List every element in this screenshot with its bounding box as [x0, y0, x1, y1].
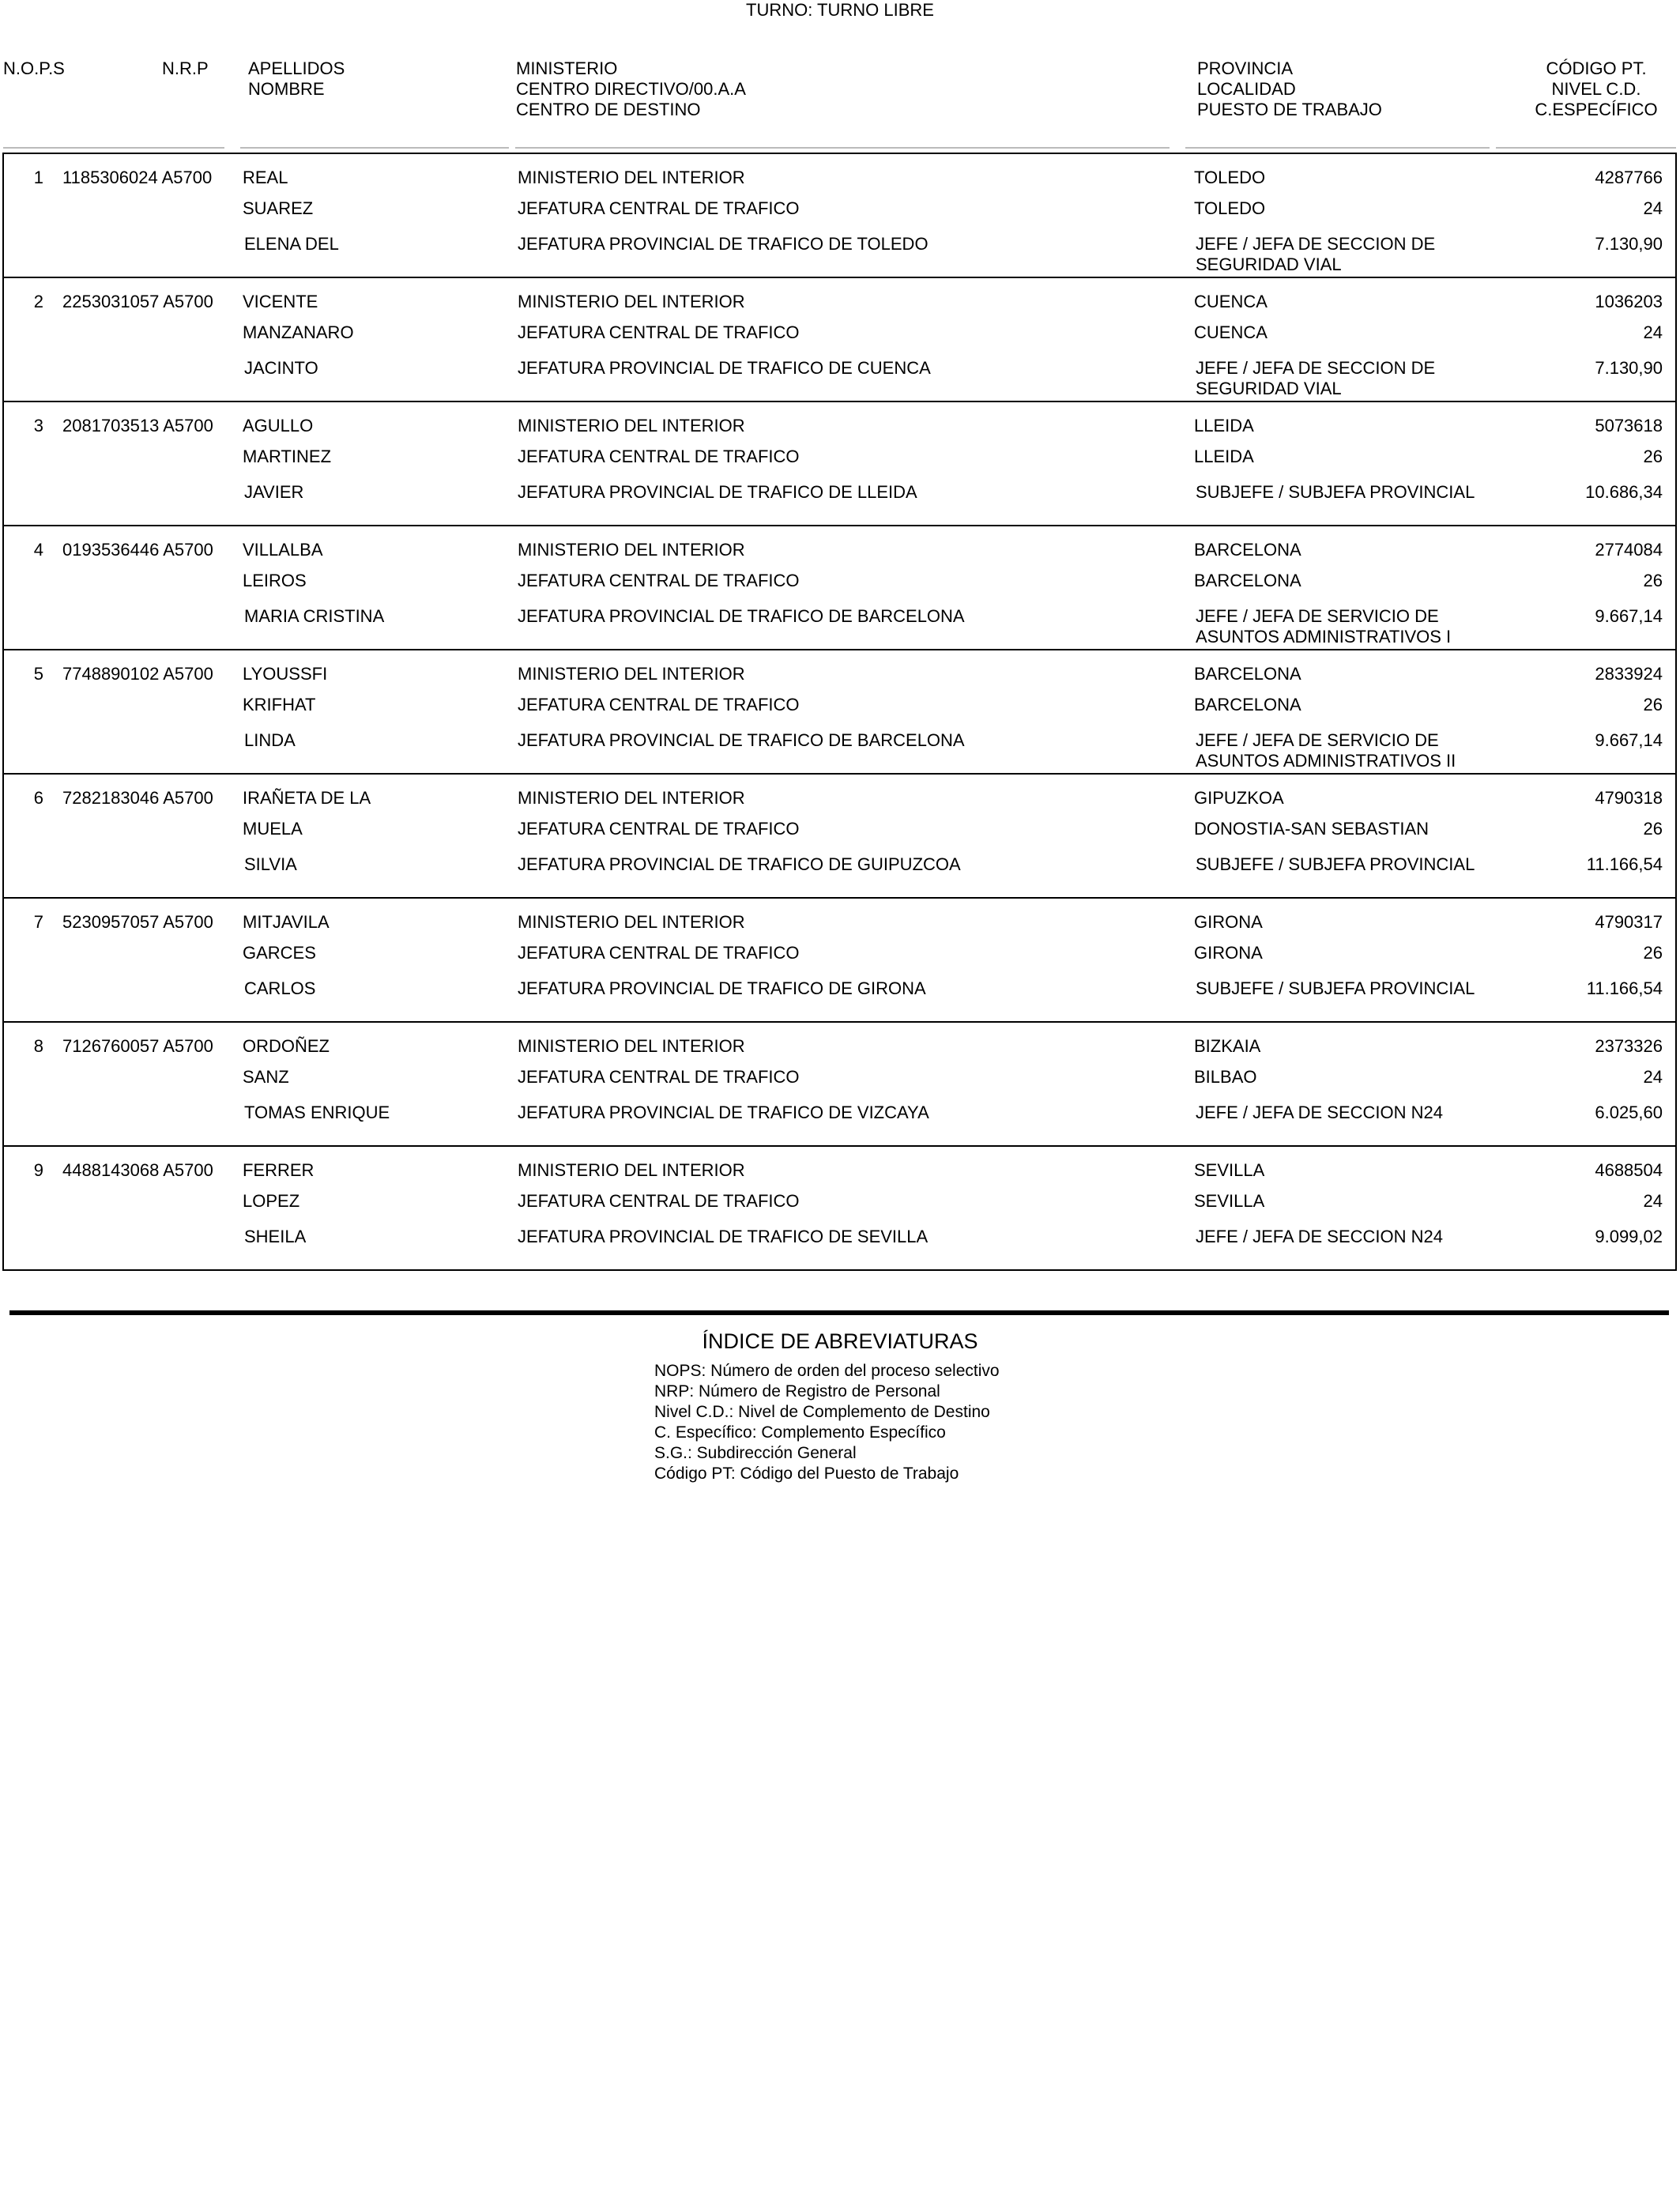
turno-heading: TURNO: TURNO LIBRE: [746, 0, 934, 20]
record-centro-destino: JEFATURA PROVINCIAL DE TRAFICO DE BARCELONA: [518, 730, 965, 750]
record-centro-directivo: JEFATURA CENTRAL DE TRAFICO: [518, 571, 800, 590]
record-nombre: JAVIER: [244, 482, 304, 502]
abbreviations-title: ÍNDICE DE ABREVIATURAS: [702, 1329, 978, 1353]
record-nivel: 24: [1643, 1191, 1663, 1211]
header-nrp: N.R.P: [162, 58, 209, 78]
header-ministerio: MINISTERIO: [516, 58, 618, 78]
record-nops: 6: [33, 788, 43, 808]
record-especifico: 7.130,90: [1595, 234, 1663, 254]
abbreviations-list: [654, 1361, 1000, 1484]
record-codigo: 4688504: [1595, 1160, 1663, 1180]
record-apellido1: LYOUSSFI: [243, 664, 328, 684]
record-nops: 7: [33, 912, 43, 932]
table-row: [2, 649, 1677, 773]
record-provincia: LLEIDA: [1194, 416, 1254, 435]
record-especifico: 11.166,54: [1586, 854, 1663, 874]
record-apellido2: SANZ: [243, 1067, 289, 1087]
record-localidad: BARCELONA: [1194, 571, 1301, 590]
record-codigo: 2833924: [1595, 664, 1663, 684]
record-nombre: SILVIA: [244, 854, 297, 874]
record-centro-directivo: JEFATURA CENTRAL DE TRAFICO: [518, 1191, 800, 1211]
record-nrp: 5230957057 A5700: [62, 912, 213, 932]
record-puesto-line1: JEFE / JEFA DE SECCION DE: [1196, 358, 1436, 378]
record-nrp: 7282183046 A5700: [62, 788, 213, 808]
header-centro-directivo: CENTRO DIRECTIVO/00.A.A: [516, 79, 746, 99]
record-codigo: 4287766: [1595, 168, 1663, 187]
record-especifico: 7.130,90: [1595, 358, 1663, 378]
record-apellido2: MARTINEZ: [243, 447, 332, 466]
table-row: [2, 277, 1677, 401]
record-centro-directivo: JEFATURA CENTRAL DE TRAFICO: [518, 198, 800, 218]
record-codigo: 2774084: [1595, 540, 1663, 560]
section-rule: [9, 1310, 1669, 1315]
record-provincia: CUENCA: [1194, 292, 1268, 311]
record-centro-destino: JEFATURA PROVINCIAL DE TRAFICO DE VIZCAYA: [518, 1103, 929, 1122]
record-apellido2: LEIROS: [243, 571, 307, 590]
record-centro-directivo: JEFATURA CENTRAL DE TRAFICO: [518, 1067, 800, 1087]
table-row: [2, 153, 1677, 277]
record-puesto-line1: SUBJEFE / SUBJEFA PROVINCIAL: [1196, 854, 1475, 874]
table-row: [2, 401, 1677, 525]
record-codigo: 2373326: [1595, 1036, 1663, 1056]
record-centro-directivo: JEFATURA CENTRAL DE TRAFICO: [518, 943, 800, 963]
record-apellido1: FERRER: [243, 1160, 315, 1180]
record-nombre: ELENA DEL: [244, 234, 339, 254]
record-puesto-line2: ASUNTOS ADMINISTRATIVOS I: [1196, 627, 1452, 647]
record-localidad: DONOSTIA-SAN SEBASTIAN: [1194, 819, 1430, 839]
table-row: [2, 525, 1677, 649]
record-apellido1: REAL: [243, 168, 288, 187]
record-apellido2: GARCES: [243, 943, 316, 963]
record-apellido1: VILLALBA: [243, 540, 323, 560]
abbreviation-item: Código PT: Código del Puesto de Trabajo: [654, 1465, 959, 1483]
record-centro-destino: JEFATURA PROVINCIAL DE TRAFICO DE GUIPUZCOA: [518, 854, 961, 874]
header-codigo: CÓDIGO PT.: [1546, 58, 1647, 78]
record-apellido1: MITJAVILA: [243, 912, 330, 932]
records-table: [2, 153, 1677, 1271]
header-divider: [240, 147, 509, 149]
record-apellido1: IRAÑETA DE LA: [243, 788, 371, 808]
header-nombre: NOMBRE: [248, 79, 325, 99]
abbreviation-item: S.G.: Subdirección General: [654, 1444, 857, 1462]
header-divider: [3, 147, 224, 149]
record-nrp: 1185306024 A5700: [62, 168, 213, 187]
record-centro-destino: JEFATURA PROVINCIAL DE TRAFICO DE GIRONA: [518, 978, 926, 998]
record-nops: 8: [33, 1036, 43, 1056]
record-ministerio: MINISTERIO DEL INTERIOR: [518, 1160, 745, 1180]
record-nrp: 2253031057 A5700: [62, 292, 213, 311]
record-especifico: 6.025,60: [1595, 1103, 1663, 1122]
record-nrp: 0193536446 A5700: [62, 540, 213, 560]
record-nops: 4: [33, 540, 43, 560]
header-especifico: C.ESPECÍFICO: [1535, 100, 1658, 119]
record-provincia: SEVILLA: [1194, 1160, 1265, 1180]
header-apellidos: APELLIDOS: [248, 58, 345, 78]
record-nops: 5: [33, 664, 43, 684]
record-ministerio: MINISTERIO DEL INTERIOR: [518, 788, 745, 808]
abbreviation-item: Nivel C.D.: Nivel de Complemento de Destino: [654, 1403, 990, 1421]
header-nivel: NIVEL C.D.: [1551, 79, 1641, 99]
header-divider: [1185, 147, 1490, 149]
record-nivel: 24: [1643, 1067, 1663, 1087]
record-centro-destino: JEFATURA PROVINCIAL DE TRAFICO DE SEVILLA: [518, 1227, 929, 1246]
table-row: [2, 1145, 1677, 1271]
record-especifico: 11.166,54: [1586, 978, 1663, 998]
record-apellido2: MANZANARO: [243, 322, 354, 342]
record-localidad: TOLEDO: [1194, 198, 1266, 218]
record-nivel: 26: [1643, 447, 1663, 466]
record-centro-destino: JEFATURA PROVINCIAL DE TRAFICO DE LLEIDA: [518, 482, 917, 502]
record-codigo: 1036203: [1595, 292, 1663, 311]
record-nivel: 24: [1643, 198, 1663, 218]
record-apellido1: VICENTE: [243, 292, 318, 311]
record-nops: 1: [33, 168, 43, 187]
record-provincia: BARCELONA: [1194, 540, 1301, 560]
record-nivel: 26: [1643, 943, 1663, 963]
record-puesto-line1: SUBJEFE / SUBJEFA PROVINCIAL: [1196, 482, 1475, 502]
record-ministerio: MINISTERIO DEL INTERIOR: [518, 416, 745, 435]
record-centro-directivo: JEFATURA CENTRAL DE TRAFICO: [518, 447, 800, 466]
record-apellido2: LOPEZ: [243, 1191, 300, 1211]
record-centro-destino: JEFATURA PROVINCIAL DE TRAFICO DE BARCELONA: [518, 606, 965, 626]
record-apellido1: ORDOÑEZ: [243, 1036, 330, 1056]
record-centro-directivo: JEFATURA CENTRAL DE TRAFICO: [518, 322, 800, 342]
record-ministerio: MINISTERIO DEL INTERIOR: [518, 664, 745, 684]
record-puesto-line2: SEGURIDAD VIAL: [1196, 379, 1342, 398]
header-localidad: LOCALIDAD: [1197, 79, 1296, 99]
record-puesto-line2: SEGURIDAD VIAL: [1196, 254, 1342, 274]
record-nivel: 24: [1643, 322, 1663, 342]
header-puesto: PUESTO DE TRABAJO: [1197, 100, 1382, 119]
record-nombre: CARLOS: [244, 978, 316, 998]
record-nrp: 7126760057 A5700: [62, 1036, 213, 1056]
abbreviation-item: C. Específico: Complemento Específico: [654, 1423, 946, 1442]
record-localidad: BILBAO: [1194, 1067, 1257, 1087]
record-nrp: 2081703513 A5700: [62, 416, 213, 435]
record-codigo: 4790318: [1595, 788, 1663, 808]
record-centro-directivo: JEFATURA CENTRAL DE TRAFICO: [518, 819, 800, 839]
record-codigo: 4790317: [1595, 912, 1663, 932]
record-puesto-line1: JEFE / JEFA DE SECCION N24: [1196, 1227, 1443, 1246]
record-nombre: JACINTO: [244, 358, 318, 378]
record-localidad: GIRONA: [1194, 943, 1263, 963]
record-especifico: 10.686,34: [1585, 482, 1663, 502]
record-nrp: 7748890102 A5700: [62, 664, 213, 684]
record-codigo: 5073618: [1595, 416, 1663, 435]
header-provincia-puesto: [1197, 58, 1382, 120]
record-centro-directivo: JEFATURA CENTRAL DE TRAFICO: [518, 695, 800, 714]
record-ministerio: MINISTERIO DEL INTERIOR: [518, 168, 745, 187]
record-nombre: MARIA CRISTINA: [244, 606, 385, 626]
record-ministerio: MINISTERIO DEL INTERIOR: [518, 292, 745, 311]
table-row: [2, 1021, 1677, 1145]
record-especifico: 9.667,14: [1595, 730, 1663, 750]
record-puesto-line1: JEFE / JEFA DE SECCION N24: [1196, 1103, 1443, 1122]
record-nivel: 26: [1643, 819, 1663, 839]
header-nops: N.O.P.S: [3, 58, 65, 78]
record-provincia: BARCELONA: [1194, 664, 1301, 684]
header-divider: [1496, 147, 1676, 149]
record-localidad: BARCELONA: [1194, 695, 1301, 714]
header-apellidos-nombre: [248, 58, 345, 100]
record-provincia: GIRONA: [1194, 912, 1263, 932]
record-nombre: LINDA: [244, 730, 296, 750]
record-ministerio: MINISTERIO DEL INTERIOR: [518, 540, 745, 560]
record-puesto-line1: JEFE / JEFA DE SERVICIO DE: [1196, 606, 1439, 626]
header-centro-destino: CENTRO DE DESTINO: [516, 100, 701, 119]
record-puesto-line2: ASUNTOS ADMINISTRATIVOS II: [1196, 751, 1456, 771]
record-localidad: CUENCA: [1194, 322, 1268, 342]
record-especifico: 9.667,14: [1595, 606, 1663, 626]
record-provincia: BIZKAIA: [1194, 1036, 1261, 1056]
table-row: [2, 897, 1677, 1021]
header-divider: [515, 147, 1170, 149]
record-especifico: 9.099,02: [1595, 1227, 1663, 1246]
record-localidad: SEVILLA: [1194, 1191, 1265, 1211]
record-nops: 9: [33, 1160, 43, 1180]
record-nops: 3: [33, 416, 43, 435]
record-localidad: LLEIDA: [1194, 447, 1254, 466]
record-puesto-line1: SUBJEFE / SUBJEFA PROVINCIAL: [1196, 978, 1475, 998]
record-nrp: 4488143068 A5700: [62, 1160, 213, 1180]
record-puesto-line1: JEFE / JEFA DE SECCION DE: [1196, 234, 1436, 254]
record-apellido2: SUAREZ: [243, 198, 314, 218]
abbreviation-item: NOPS: Número de orden del proceso selectivo: [654, 1362, 1000, 1380]
header-provincia: PROVINCIA: [1197, 58, 1294, 78]
record-centro-destino: JEFATURA PROVINCIAL DE TRAFICO DE TOLEDO: [518, 234, 929, 254]
record-puesto-line1: JEFE / JEFA DE SERVICIO DE: [1196, 730, 1439, 750]
record-nombre: TOMAS ENRIQUE: [244, 1103, 390, 1122]
record-centro-destino: JEFATURA PROVINCIAL DE TRAFICO DE CUENCA: [518, 358, 931, 378]
record-apellido2: KRIFHAT: [243, 695, 316, 714]
header-codigo-nivel: [1517, 58, 1675, 120]
record-apellido1: AGULLO: [243, 416, 314, 435]
record-ministerio: MINISTERIO DEL INTERIOR: [518, 1036, 745, 1056]
record-nivel: 26: [1643, 571, 1663, 590]
record-ministerio: MINISTERIO DEL INTERIOR: [518, 912, 745, 932]
record-nops: 2: [33, 292, 43, 311]
record-nombre: SHEILA: [244, 1227, 307, 1246]
record-apellido2: MUELA: [243, 819, 303, 839]
abbreviation-item: NRP: Número de Registro de Personal: [654, 1382, 940, 1400]
record-provincia: TOLEDO: [1194, 168, 1266, 187]
header-ministerio-centro: [516, 58, 746, 120]
table-row: [2, 773, 1677, 897]
record-provincia: GIPUZKOA: [1194, 788, 1284, 808]
record-nivel: 26: [1643, 695, 1663, 714]
